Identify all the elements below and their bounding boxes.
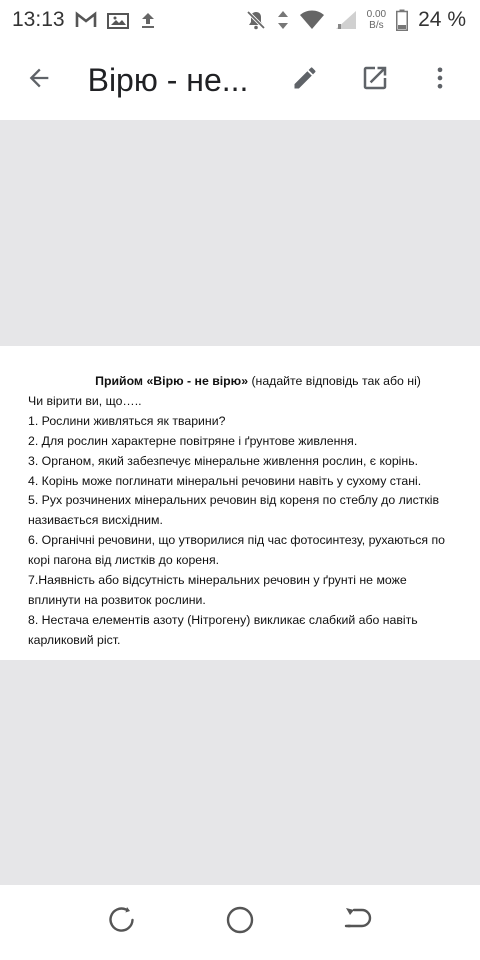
document-background-bottom [0, 660, 480, 885]
status-bar [0, 0, 480, 40]
navigation-bar [0, 885, 480, 960]
back-button[interactable] [10, 50, 68, 110]
document-background-top [0, 120, 480, 346]
document-line: 6. Органічні речовини, що утворилися під час фотосинтезу, рухаються по [28, 533, 445, 548]
document-line: називається висхідним. [28, 513, 163, 528]
document-line: корі пагона від листків до кореня. [28, 553, 220, 568]
signal-icon [335, 10, 357, 30]
app-bar [0, 40, 480, 120]
network-speed [367, 9, 386, 31]
document-line: Чи вірити ви, що….. [28, 393, 142, 408]
app-bar-actions [270, 50, 470, 110]
document-line: 5. Рух розчинених мінеральних речовин від кореня по стеблу до листків [28, 493, 440, 508]
wifi-icon [299, 10, 325, 30]
document-line: 1. Рослини живляться як тварини? [28, 413, 226, 428]
battery-icon [396, 9, 408, 31]
more-vert-icon [426, 64, 454, 97]
open-in-new-button[interactable] [340, 50, 410, 110]
document-page[interactable] [0, 346, 480, 660]
document-line: 3. Органом, який забезпечує мінеральне живлення рослин, є корінь. [28, 453, 419, 468]
document-heading-normal: (надайте відповідь так або ні) [248, 374, 421, 388]
document-line: вплинути на розвиток рослини. [28, 592, 206, 607]
status-right [245, 8, 466, 32]
open-in-new-icon [360, 63, 390, 98]
pencil-icon [291, 64, 319, 97]
arrow-back-icon [25, 64, 53, 97]
clock: 13:13 [12, 8, 65, 31]
document-heading-bold: Прийом «Вірю - не вірю» [95, 374, 249, 388]
document-title: Вірю - не... [87, 61, 249, 98]
network-speed-value: 0.00 [366, 9, 387, 20]
home-button[interactable] [220, 903, 260, 943]
document-line: карликовий ріст. [28, 632, 121, 647]
gmail-icon [75, 11, 97, 29]
battery-percent: 24 % [418, 8, 466, 31]
status-left [12, 8, 157, 32]
network-speed-unit: B/s [369, 20, 384, 31]
gallery-icon [107, 11, 129, 29]
more-options-button[interactable] [410, 50, 470, 110]
document-line: 8. Нестача елементів азоту (Нітрогену) викликає слабкий або навіть [28, 612, 418, 627]
document-line: 4. Корінь може поглинати мінеральні речовини навіть у сухому стані. [28, 473, 422, 488]
edit-button[interactable] [270, 50, 340, 110]
upload-icon [139, 11, 157, 29]
back-nav-icon [343, 905, 373, 940]
mute-icon [245, 9, 267, 31]
recents-icon [107, 905, 137, 940]
back-nav-button[interactable] [338, 903, 378, 943]
home-circle-icon [225, 905, 255, 940]
data-arrows-icon [277, 9, 289, 31]
document-heading [28, 372, 466, 392]
document-line: 2. Для рослин характерне повітряне і ґрунтове живлення. [28, 433, 358, 448]
document-line: 7.Наявність або відсутність мінеральних речовин у ґрунті не може [28, 573, 407, 588]
recents-button[interactable] [102, 903, 142, 943]
